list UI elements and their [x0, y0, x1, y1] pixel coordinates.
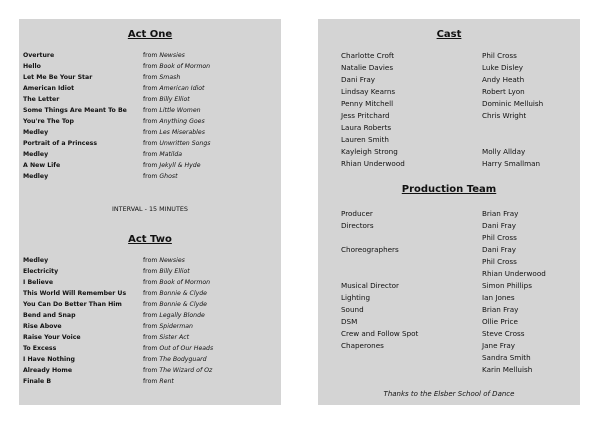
cast-member: Rhian Underwood [341, 159, 405, 168]
show-name: Smash [159, 74, 181, 81]
production-role: Sound [341, 305, 364, 314]
song-title: The Letter [23, 96, 60, 103]
programme-page-right [318, 19, 580, 405]
song-title: Bend and Snap [23, 312, 76, 319]
song-title: Medley [23, 151, 49, 158]
song-title: Medley [23, 257, 49, 264]
show-name: Rent [159, 378, 174, 385]
show-name: Out of Our Heads [159, 345, 214, 352]
cast-member: Lindsay Kearns [341, 87, 396, 96]
production-member: Brian Fray [482, 305, 519, 314]
programme-row [23, 365, 277, 376]
show-source [143, 116, 205, 127]
song-title: You Can Do Better Than Him [23, 301, 122, 308]
cast-member: Luke Disley [482, 63, 523, 72]
show-name: American Idiot [159, 85, 205, 92]
song-title: Raise Your Voice [23, 334, 81, 341]
from-prefix: from [143, 173, 158, 180]
show-source [143, 321, 193, 332]
song-title: I Believe [23, 279, 54, 286]
production-role [341, 352, 418, 364]
song-title: Let Me Be Your Star [23, 74, 93, 81]
from-prefix: from [143, 301, 158, 308]
cast-member: Charlotte Croft [341, 51, 395, 60]
programme-row [23, 266, 277, 277]
song-title: American Idiot [23, 85, 75, 92]
production-role: Directors [341, 221, 374, 230]
from-prefix: from [143, 96, 158, 103]
production-member: Ian Jones [482, 293, 515, 302]
show-source [143, 343, 213, 354]
cast-member [482, 122, 543, 134]
show-name: Anything Goes [159, 118, 205, 125]
production-role [341, 364, 418, 376]
show-name: The Wizard of Oz [159, 367, 213, 374]
cast-member: Lauren Smith [341, 135, 389, 144]
show-source [143, 72, 180, 83]
show-source [143, 255, 185, 266]
show-name: Jekyll & Hyde [159, 162, 201, 169]
from-prefix: from [143, 107, 158, 114]
show-name: Les Miserables [159, 129, 205, 136]
from-prefix: from [143, 129, 158, 136]
show-source [143, 138, 210, 149]
programme-row [23, 321, 277, 332]
production-member: Simon Phillips [482, 281, 532, 290]
interval-note: INTERVAL - 15 MINUTES [112, 205, 188, 213]
programme-row [23, 138, 277, 149]
from-prefix: from [143, 312, 158, 319]
from-prefix: from [143, 162, 158, 169]
programme-row [23, 50, 277, 61]
song-title: Medley [23, 129, 49, 136]
song-title: Finale B [23, 378, 52, 385]
production-names-column [482, 208, 546, 376]
programme-row [23, 83, 277, 94]
from-prefix: from [143, 268, 158, 275]
show-name: Little Women [159, 107, 201, 114]
show-name: Newsies [159, 257, 185, 264]
show-source [143, 365, 212, 376]
show-name: Billy Elliot [159, 268, 190, 275]
programme-row [23, 116, 277, 127]
cast-member: Phil Cross [482, 51, 517, 60]
from-prefix: from [143, 257, 158, 264]
from-prefix: from [143, 74, 158, 81]
show-source [143, 299, 207, 310]
production-role [341, 256, 418, 268]
production-role: Lighting [341, 293, 371, 302]
programme-row [23, 310, 277, 321]
cast-member: Dani Fray [341, 75, 375, 84]
show-name: Billy Elliot [159, 96, 190, 103]
production-member: Phil Cross [482, 257, 517, 266]
programme-row [23, 61, 277, 72]
show-source [143, 171, 178, 182]
song-title: Electricity [23, 268, 59, 275]
production-role [341, 232, 418, 244]
song-title: A New Life [23, 162, 61, 169]
show-source [143, 277, 210, 288]
production-member: Sandra Smith [482, 353, 531, 362]
show-source [143, 354, 207, 365]
song-title: Some Things Are Meant To Be [23, 107, 127, 114]
show-source [143, 61, 210, 72]
show-source [143, 83, 204, 94]
cast-member: Molly Allday [482, 147, 526, 156]
song-title: Already Home [23, 367, 73, 374]
from-prefix: from [143, 378, 158, 385]
show-name: Legally Blonde [159, 312, 205, 319]
cast-member: Jess Pritchard [341, 111, 390, 120]
from-prefix: from [143, 63, 158, 70]
cast-column-right [482, 50, 543, 170]
programme-row [23, 288, 277, 299]
production-member: Steve Cross [482, 329, 525, 338]
cast-member: Natalie Davies [341, 63, 394, 72]
from-prefix: from [143, 85, 158, 92]
programme-row [23, 343, 277, 354]
production-member: Brian Fray [482, 209, 519, 218]
production-role: Musical Director [341, 281, 400, 290]
show-source [143, 105, 201, 116]
production-member: Dani Fray [482, 221, 516, 230]
production-member: Dani Fray [482, 245, 516, 254]
show-name: The Bodyguard [159, 356, 207, 363]
from-prefix: from [143, 52, 158, 59]
from-prefix: from [143, 151, 158, 158]
production-role: DSM [341, 317, 358, 326]
production-roles-column [341, 208, 418, 376]
act-one-heading: Act One [127, 29, 173, 40]
programme-row [23, 299, 277, 310]
thanks-note: Thanks to the Elsber School of Dance [383, 390, 515, 398]
song-title: To Excess [23, 345, 57, 352]
show-source [143, 376, 174, 387]
programme-row [23, 255, 277, 266]
song-title: Rise Above [23, 323, 62, 330]
cast-column-left [341, 50, 405, 170]
production-role: Chaperones [341, 341, 384, 350]
show-name: Ghost [159, 173, 178, 180]
production-team-heading: Production Team [401, 184, 497, 195]
show-source [143, 310, 205, 321]
programme-row [23, 277, 277, 288]
song-title: I Have Nothing [23, 356, 75, 363]
song-title: You're The Top [23, 118, 74, 125]
from-prefix: from [143, 140, 158, 147]
show-source [143, 266, 190, 277]
song-title: Portrait of a Princess [23, 140, 98, 147]
cast-member: Chris Wright [482, 111, 527, 120]
song-title: Overture [23, 52, 55, 59]
production-role: Producer [341, 209, 373, 218]
from-prefix: from [143, 356, 158, 363]
production-member: Rhian Underwood [482, 269, 546, 278]
from-prefix: from [143, 345, 158, 352]
show-source [143, 332, 189, 343]
song-title: Medley [23, 173, 49, 180]
production-member: Phil Cross [482, 233, 517, 242]
programme-row [23, 127, 277, 138]
show-name: Bonnie & Clyde [159, 290, 207, 297]
from-prefix: from [143, 279, 158, 286]
show-name: Bonnie & Clyde [159, 301, 207, 308]
production-member: Ollie Price [482, 317, 518, 326]
cast-member: Robert Lyon [482, 87, 525, 96]
from-prefix: from [143, 334, 158, 341]
programme-row [23, 72, 277, 83]
programme-row [23, 332, 277, 343]
from-prefix: from [143, 290, 158, 297]
from-prefix: from [143, 367, 158, 374]
programme-row [23, 105, 277, 116]
cast-member: Harry Smallman [482, 159, 541, 168]
song-title: This World Will Remember Us [23, 290, 127, 297]
production-member: Karin Melluish [482, 365, 533, 374]
show-source [143, 160, 201, 171]
show-name: Matilda [159, 151, 183, 158]
show-name: Book of Mormon [159, 63, 211, 70]
cast-heading: Cast [436, 29, 462, 40]
cast-member: Penny Mitchell [341, 99, 394, 108]
song-title: Hello [23, 63, 41, 70]
production-role: Choreographers [341, 245, 399, 254]
programme-row [23, 354, 277, 365]
show-name: Spiderman [159, 323, 193, 330]
cast-member: Laura Roberts [341, 123, 392, 132]
programme-row [23, 94, 277, 105]
programme-page-left [19, 19, 281, 405]
production-role: Crew and Follow Spot [341, 329, 419, 338]
show-source [143, 50, 185, 61]
programme-row [23, 160, 277, 171]
show-source [143, 94, 190, 105]
programme-row [23, 149, 277, 160]
programme-row [23, 376, 277, 387]
cast-member [482, 134, 543, 146]
show-name: Newsies [159, 52, 185, 59]
cast-member: Dominic Melluish [482, 99, 544, 108]
production-role [341, 268, 418, 280]
cast-member: Andy Heath [482, 75, 525, 84]
from-prefix: from [143, 323, 158, 330]
show-source [143, 149, 182, 160]
act-two-heading: Act Two [128, 234, 172, 245]
show-name: Book of Mormon [159, 279, 211, 286]
show-name: Unwritten Songs [159, 140, 211, 147]
programme-row [23, 171, 277, 182]
show-name: Sister Act [159, 334, 190, 341]
act-one-song-list [23, 50, 277, 182]
show-source [143, 127, 205, 138]
from-prefix: from [143, 118, 158, 125]
act-two-song-list [23, 255, 277, 387]
cast-member: Kayleigh Strong [341, 147, 398, 156]
production-member: Jane Fray [482, 341, 516, 350]
show-source [143, 288, 207, 299]
